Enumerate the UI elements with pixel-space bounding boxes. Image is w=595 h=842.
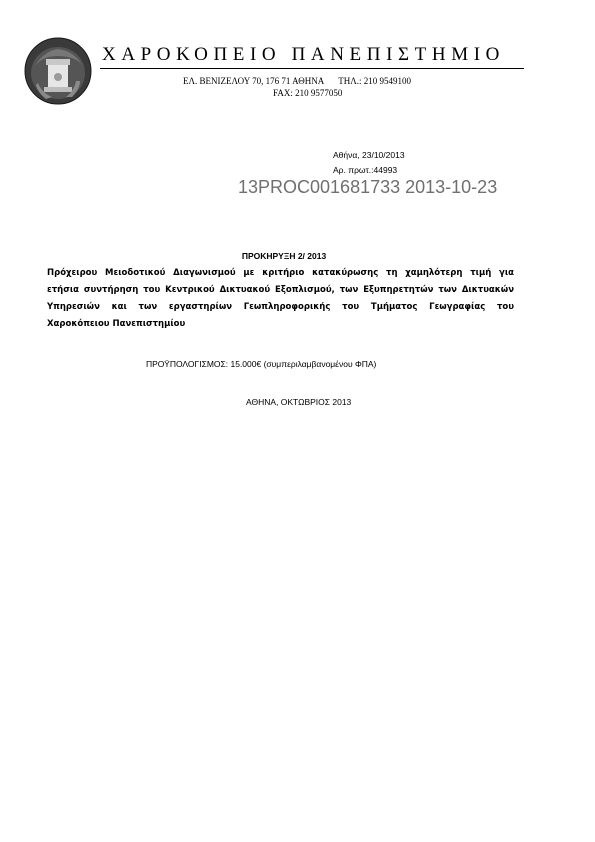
protocol-number: Αρ. πρωτ.:44993 (333, 165, 398, 175)
header-divider (100, 68, 524, 69)
notice-body-line: Χαροκόπειου Πανεπιστημίου (47, 319, 186, 329)
notice-body (47, 265, 514, 333)
document-date: Αθήνα, 23/10/2013 (333, 150, 405, 160)
phone-number: ΤΗΛ.: 210 9549100 (338, 76, 412, 86)
university-name: ΧΑΡΟΚΟΠΕΙΟ ΠΑΝΕΠΙΣΤΗΜΙΟ (102, 44, 505, 65)
adam-code-stamp: 13PROC001681733 2013-10-23 (238, 177, 498, 197)
notice-body-line: ετήσια συντήρηση του Κεντρικού Δικτυακού Εξοπλισμού, των Εξυπηρετητών των Δικτυακών (47, 285, 514, 295)
coin-emblem-icon (24, 37, 92, 105)
budget-line: ΠΡΟΫΠΟΛΟΓΙΣΜΟΣ: 15.000€ (συμπεριλαμβανομένου ΦΠΑ) (146, 359, 377, 369)
place-date-line: ΑΘΗΝΑ, ΟΚΤΩΒΡΙΟΣ 2013 (246, 397, 352, 407)
postal-address: ΕΛ. ΒΕΝΙΖΕΛΟΥ 70, 176 71 ΑΘΗΝΑ (183, 76, 325, 86)
notice-body-line: Υπηρεσιών και των εργαστηρίων Γεωπληροφορικής του Τμήματος Γεωγραφίας του (47, 302, 514, 312)
notice-body-line: Πρόχειρου Μειοδοτικού Διαγωνισμού με κριτήριο κατακύρωσης τη χαμηλότερη τιμή για (47, 268, 514, 278)
fax-number: FAX: 210 9577050 (273, 88, 343, 98)
notice-title: ΠΡΟΚΗΡΥΞΗ 2/ 2013 (241, 251, 327, 261)
address-line (183, 76, 411, 86)
